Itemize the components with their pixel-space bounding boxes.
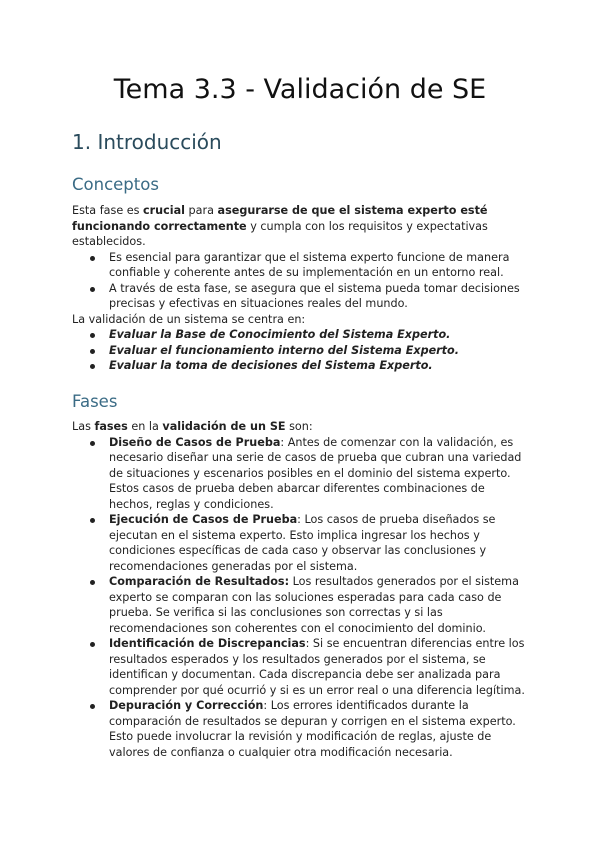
text-run: para [185, 204, 218, 217]
phase-term: Diseño de Casos de Prueba [109, 435, 281, 449]
list-item: Es esencial para garantizar que el sistema experto funcione de manera confiable y coherente antes de su implementación en un entorno real. [109, 250, 528, 281]
list-item [109, 358, 528, 374]
subheading-fases: Fases [72, 392, 118, 411]
phase-description: : Los errores identificados durante la comparación de resultados se depuran y corrigen en el sistema experto. Esto puede involucrar la revisión y modificación de reglas, ajuste de valores de confianza o cualquier otra modificación necesaria. [109, 699, 516, 759]
phase-description: Los resultados generados por el sistema experto se comparan con las soluciones esperadas para cada caso de prueba. Se verifica si las conclusiones son correctas y si las recomendaciones son coherentes con el conocimiento del dominio. [109, 575, 519, 635]
phase-term: Comparación de Resultados: [109, 575, 290, 588]
list-item [109, 435, 528, 513]
list-item [109, 574, 528, 636]
text-run: y cumpla con los requisitos y expectativas establecidos. [72, 219, 488, 248]
phase-description: : Los casos de prueba diseñados se ejecutan en el sistema experto. Esto implica ingresar los hechos y condiciones específicas de cada caso y observar las conclusiones y recomendaciones generadas por el sistema. [109, 513, 496, 573]
bold-run: validación de un SE [162, 420, 286, 433]
text-run: son: [285, 420, 313, 433]
conceptos-intro-paragraph [72, 203, 528, 250]
list-item [109, 636, 528, 698]
bold-italic-run: Evaluar el funcionamiento interno del Sistema Experto. [109, 343, 459, 357]
focus-list [72, 327, 528, 374]
fases-content [72, 419, 528, 760]
document-title: Tema 3.3 - Validación de SE [113, 74, 487, 105]
phase-description: : Si se encuentran diferencias entre los resultados esperados y los resultados generados por el sistema, se identifican y documentan. Cada discrepancia debe ser analizada para comprender por qué ocurrió y si es un error real o una diferencia legítima. [109, 637, 525, 697]
phase-description: : Antes de comenzar con la validación, es necesario diseñar una serie de casos de prueba que cubran una variedad de situaciones y escenarios posibles en el dominio del sistema experto. Estos casos de prueba deben abarcar diferentes combinaciones de hechos, reglas y condiciones. [109, 435, 522, 511]
fases-list [72, 435, 528, 761]
focus-intro-paragraph: La validación de un sistema se centra en: [72, 312, 306, 326]
text-run: Las [72, 420, 95, 433]
bold-run: crucial [143, 204, 185, 217]
list-item [109, 327, 528, 343]
phase-term: Depuración y Corrección [109, 699, 264, 712]
list-item [109, 343, 528, 359]
list-item [109, 698, 528, 760]
phase-term: Ejecución de Casos de Prueba [109, 513, 298, 526]
list-item: A través de esta fase, se asegura que el sistema pueda tomar decisiones precisas y efectivas en situaciones reales del mundo. [109, 281, 528, 312]
section-heading-introduccion: 1. Introducción [72, 130, 222, 154]
text-run: Esta fase es [72, 204, 144, 217]
bold-italic-run: Evaluar la Base de Conocimiento del Sistema Experto. [109, 328, 451, 341]
conceptos-content [72, 203, 528, 374]
bold-run: asegurarse de que el sistema experto esté funcionando correctamente [72, 204, 488, 233]
conceptos-bullet-list [72, 250, 528, 312]
bold-italic-run: Evaluar la toma de decisiones del Sistema Experto. [109, 359, 433, 372]
subheading-conceptos: Conceptos [72, 175, 159, 194]
list-item [109, 512, 528, 574]
text-run: en la [127, 420, 163, 433]
phase-term: Identificación de Discrepancias [109, 637, 306, 650]
fases-intro-paragraph [72, 419, 528, 435]
bold-run: fases [94, 420, 128, 433]
